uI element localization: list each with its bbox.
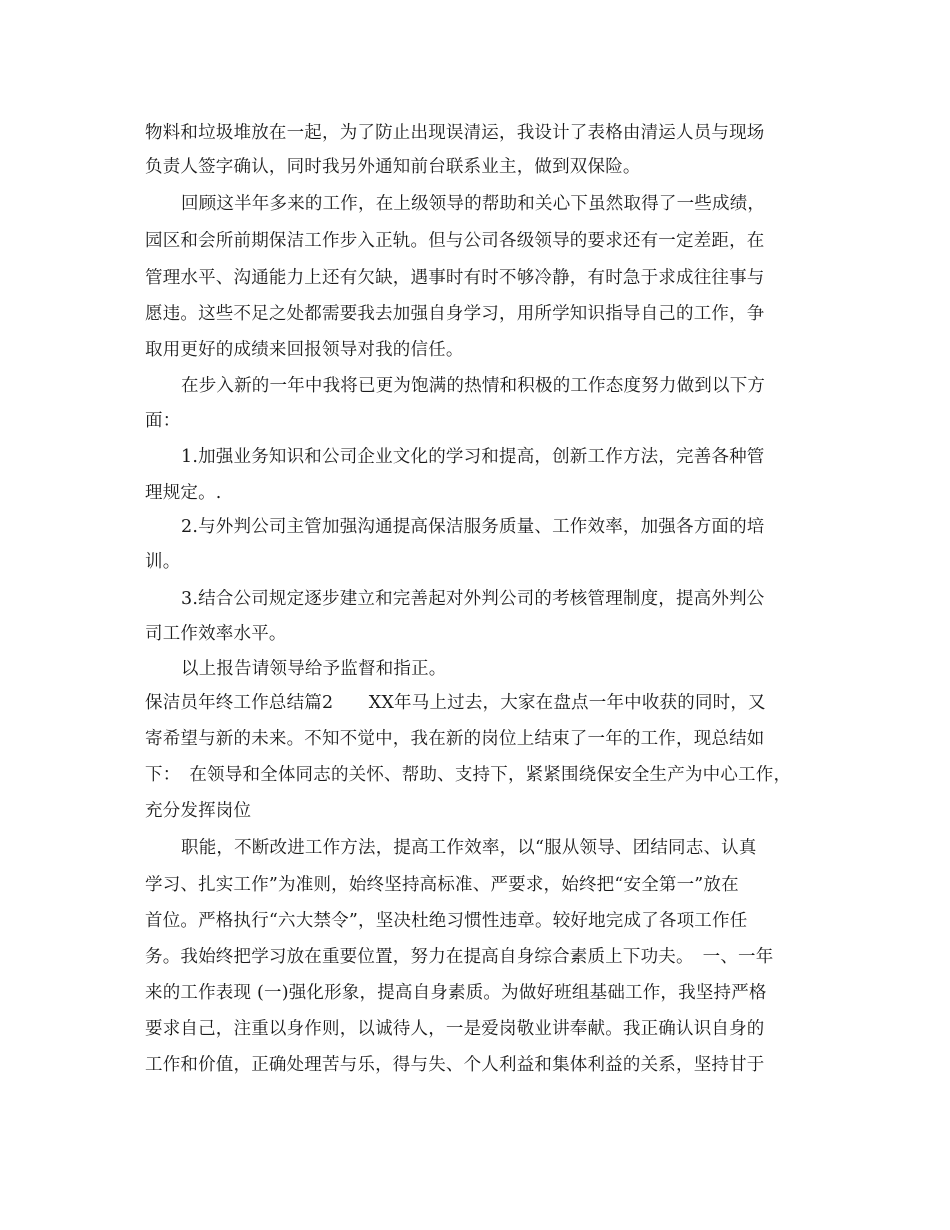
text-line: 保洁员年终工作总结篇2 XX年马上过去，大家在盘点一年中收获的同时，又: [145, 693, 766, 713]
text-line: 2.与外判公司主管加强沟通提高保洁服务质量、工作效率，加强各方面的培: [181, 517, 765, 537]
text-line: 充分发挥岗位: [145, 801, 252, 821]
text-line: 以上报告请领导给予监督和指正。: [181, 659, 447, 679]
text-line: 工作和价值，正确处理苦与乐，得与失、个人利益和集体利益的关系，坚持甘于: [145, 1055, 765, 1075]
text-line: 园区和会所前期保洁工作步入正轨。但与公司各级领导的要求还有一定差距，在: [145, 231, 765, 251]
text-line: 来的工作表现 (一)强化形象，提高自身素质。为做好班组基础工作，我坚持严格: [145, 983, 767, 1003]
text-line: 3.结合公司规定逐步建立和完善起对外判公司的考核管理制度，提高外判公: [181, 589, 765, 609]
text-line: 取用更好的成绩来回报领导对我的信任。: [145, 340, 464, 360]
text-line: 面：: [145, 411, 181, 431]
text-line: 要求自己，注重以身作则，以诚待人，一是爱岗敬业讲奉献。我正确认识自身的: [145, 1019, 765, 1039]
text-line: 管理水平、沟通能力上还有欠缺，遇事时有时不够冷静，有时急于求成往往事与: [145, 268, 765, 288]
text-line: 下： 在领导和全体同志的关怀、帮助、支持下，紧紧围绕保安全生产为中心工作，: [145, 765, 792, 785]
text-line: 训。: [145, 552, 181, 572]
text-line: 寄希望与新的未来。不知不觉中，我在新的岗位上结束了一年的工作，现总结如: [145, 729, 765, 749]
text-line: 务。我始终把学习放在重要位置，努力在提高自身综合素质上下功夫。 一、一年: [145, 947, 774, 967]
text-line: 1.加强业务知识和公司企业文化的学习和提高，创新工作方法，完善各种管: [181, 447, 765, 467]
text-line: 负责人签字确认，同时我另外通知前台联系业主，做到双保险。: [145, 157, 641, 177]
text-line: 职能，不断改进工作方法，提高工作效率，以“服从领导、团结同志、认真: [181, 838, 757, 858]
text-line: 回顾这半年多来的工作，在上级领导的帮助和关心下虽然取得了一些成绩，: [181, 194, 766, 214]
text-line: 物料和垃圾堆放在一起，为了防止出现误清运，我设计了表格由清运人员与现场: [145, 123, 765, 143]
text-line: 司工作效率水平。: [145, 624, 287, 644]
text-line: 愿违。这些不足之处都需要我去加强自身学习，用所学知识指导自己的工作，争: [145, 304, 765, 324]
text-line: 首位。严格执行“六大禁令”，坚决杜绝习惯性违章。较好地完成了各项工作任: [145, 911, 748, 931]
text-line: 在步入新的一年中我将已更为饱满的热情和积极的工作态度努力做到以下方: [181, 376, 766, 396]
text-line: 理规定。.: [145, 483, 222, 503]
text-line: 学习、扎实工作”为准则，始终坚持高标准、严要求，始终把“安全第一”放在: [145, 875, 739, 895]
